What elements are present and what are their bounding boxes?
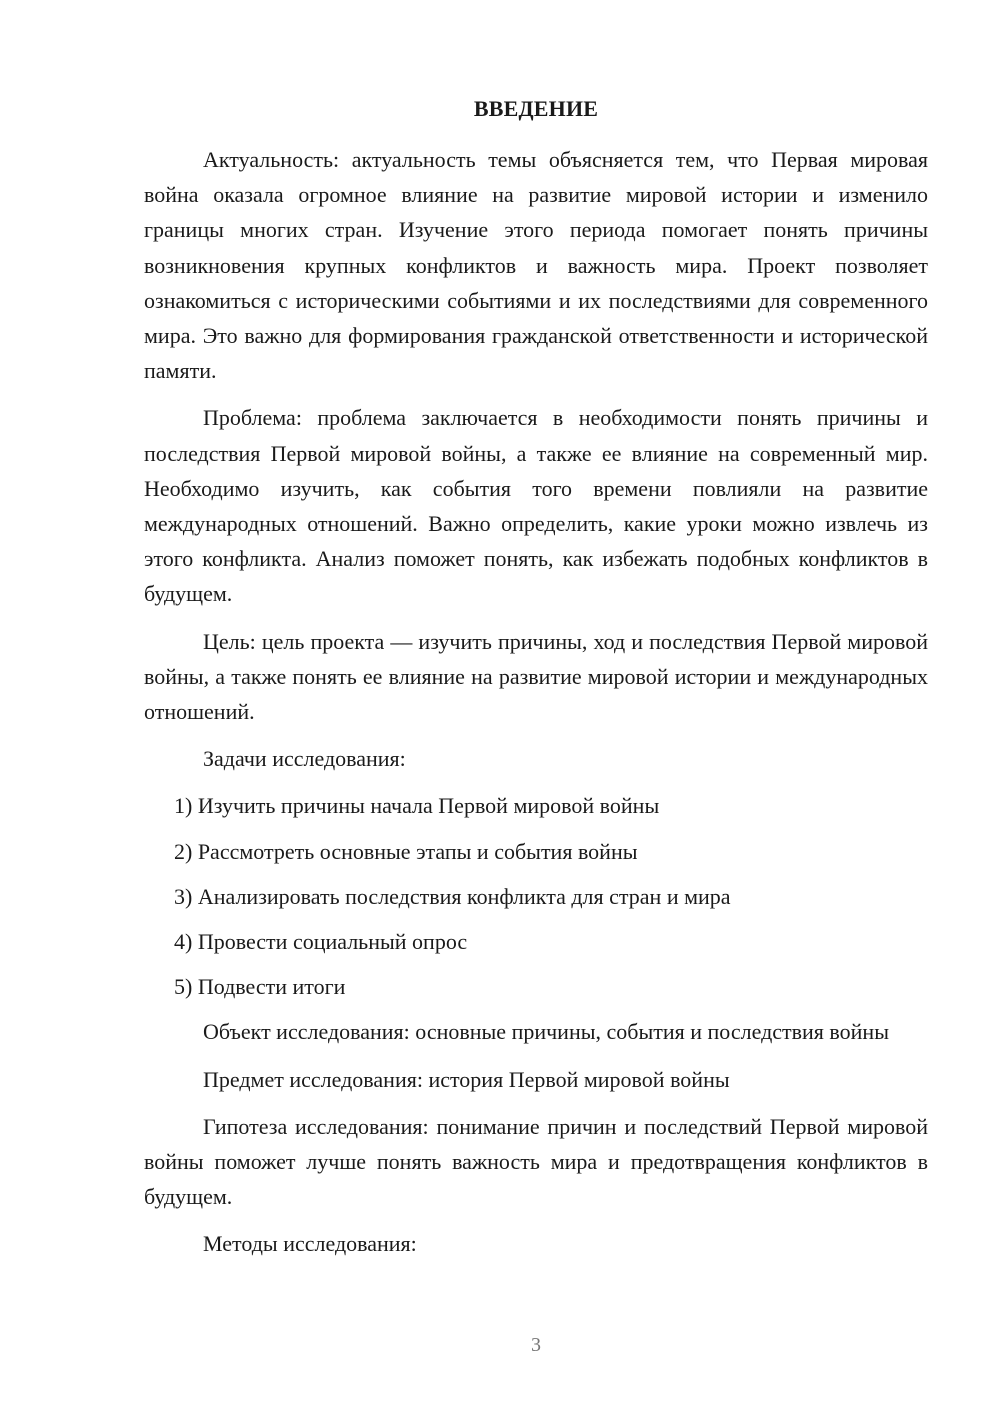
tasks-heading: Задачи исследования: (203, 746, 406, 772)
list-item: 1) Изучить причины начала Первой мировой войны (174, 793, 660, 819)
subject-paragraph: Предмет исследования: история Первой мировой войны (203, 1066, 730, 1092)
goal-paragraph: Цель: цель проекта — изучить причины, ход и последствия Первой мировой войны, а также понять ее влияние на развитие мировой истории и международных отношений. (144, 628, 928, 725)
page-title: ВВЕДЕНИЕ (473, 96, 599, 121)
hypothesis-paragraph: Гипотеза исследования: понимание причин и последствий Первой мировой войны поможет лучше понять важность мира и предотвращения конфликтов в будущем. (144, 1113, 928, 1210)
document-body (144, 142, 928, 1274)
list-item: 5) Подвести итоги (174, 974, 346, 1000)
object-paragraph: Объект исследования: основные причины, события и последствия войны (203, 1019, 889, 1045)
methods-paragraph: Методы исследования: (203, 1231, 417, 1257)
problem-paragraph: Проблема: проблема заключается в необходимости понять причины и последствия Первой мировой войны, а также ее влияние на современный мир. Необходимо изучить, как события того времени повлияли на развитие международных отношений. Важно определить, какие уроки можно извлечь из этого конфликта. Анализ поможет понять, как избежать подобных конфликтов в будущем. (144, 405, 928, 607)
page-number: 3 (531, 1334, 541, 1356)
list-item: 4) Провести социальный опрос (174, 929, 468, 955)
relevance-paragraph: Актуальность: актуальность темы объясняется тем, что Первая мировая война оказала огромное влияние на развитие мировой истории и изменило границы многих стран. Изучение этого периода помогает понять причины возникновения крупных конфликтов и важность мира. Проект позволяет ознакомиться с историческими событиями и их последствиями для современного мира. Это важно для формирования гражданской ответственности и исторической памяти. (144, 147, 928, 384)
list-item: 3) Анализировать последствия конфликта для стран и мира (174, 883, 731, 909)
list-item: 2) Рассмотреть основные этапы и события войны (174, 838, 638, 864)
tasks-list (144, 788, 928, 1004)
